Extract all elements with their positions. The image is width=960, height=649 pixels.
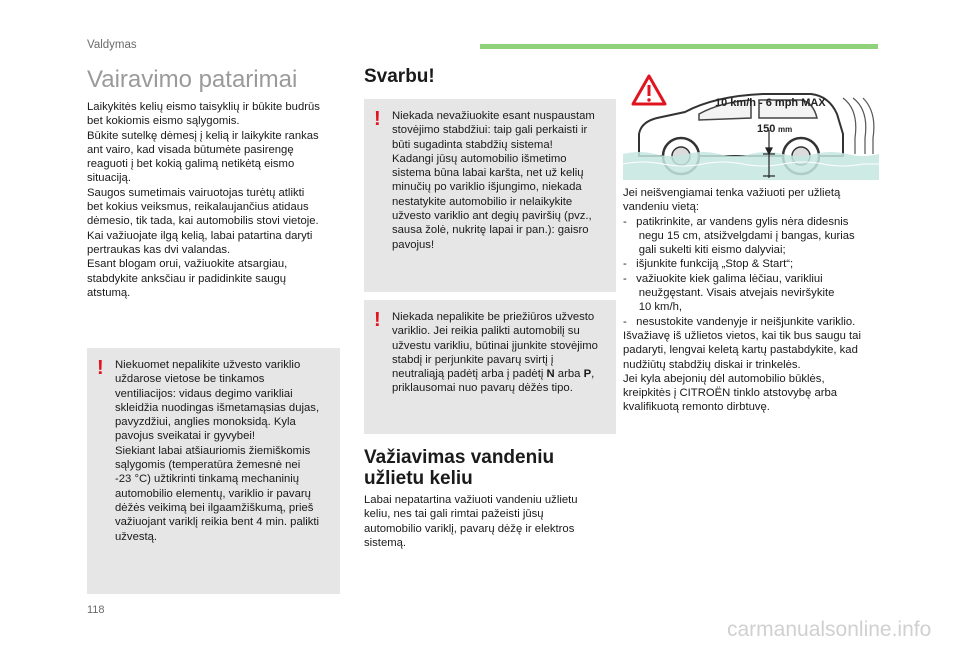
- exclamation-icon: !: [374, 309, 381, 331]
- water-area: [623, 152, 879, 180]
- exclamation-icon: !: [97, 357, 104, 379]
- page-title: Vairavimo patarimai: [87, 66, 298, 93]
- warning-box-ventilation: [87, 348, 340, 594]
- exclamation-icon: !: [374, 108, 381, 130]
- section-color-bar: [480, 44, 878, 49]
- warning-text: Niekada nevažiuokite esant nuspaustam stovėjimo stabdžiui: taip gali perkaisti ir būti sugadinta stabdžių sistema! Kadangi jūsų automobilio išmetimo sistema būna labai karšta, net už kelių minučių po variklio išjungimo, niekada nestatykite automobilio ir nelaikykite užvesto variklio ant degių paviršių (pvz., sausa žolė, nukritę lapai ir pan.): gaisro pavojus!: [392, 110, 595, 251]
- flooded-road-intro: Labai nepatartina važiuoti vandeniu užlietu keliu, nes tai gali rimtai pažeisti jūsų automobilio variklį, pavarų dėžę ir elektros sistemą.: [364, 494, 578, 549]
- flooded-road-illustration: [623, 68, 879, 180]
- depth-unit: mm: [778, 125, 793, 134]
- warning-box-parking-brake: [364, 99, 616, 292]
- section-label: Valdymas: [87, 39, 137, 51]
- depth-value: 150: [757, 123, 776, 135]
- page-number: 118: [87, 604, 105, 616]
- watermark: carmanualsonline.info: [727, 618, 932, 641]
- flooded-road-heading: Važiavimas vandeniu užlietu keliu: [364, 447, 555, 489]
- speed-limit-label: 10 km/h - 6 mph MAX: [715, 97, 826, 109]
- important-heading: Svarbu!: [364, 66, 435, 87]
- flooded-road-instructions: Jei neišvengiamai tenka važiuoti per užlietą vandeniu vietą: - patikrinkite, ar vandens gylis nėra didesnis negu 15 cm, atsižvelgdami į bangas, kurias gali sukelti kiti eismo dalyviai; - išjunkite funkciją „Stop & Start“; - važiuokite kiek galima lėčiau, varikliui neužgęstant. Visais atvejais neviršykite 10 km/h, - nesustokite vandenyje ir neišjunkite variklio. Išvažiavę iš užlietos vietos, kai tik bus saugu tai padaryti, lengvai keletą kartų pastabdykite, kad nudžiūtų stabdžių diskai ir trinkelės. Jei kyla abejonių dėl automobilio būklės, kreipkitės į CITROËN tinklo atstovybę arba kvalifikuotą remonto dirbtuvę.: [623, 187, 861, 414]
- intro-paragraph: Laikykitės kelių eismo taisyklių ir būkite budrūs bet kokiomis eismo sąlygomis. Būkite sutelkę dėmesį į kelią ir laikykite rankas ant vairo, kad visada būtumėte pasirengę reaguoti į bet kokią galimą netikėtą eismo situaciją. Saugos sumetimais vairuotojas turėtų atlikti bet kokius veiksmus, reikalaujančius atidaus dėmesio, tik tada, kai automobilis stovi vietoje. Kai važiuojate ilgą kelią, labai patartina daryti pertraukas kas dvi valandas. Esant blogam orui, važiuokite atsargiau, stabdykite anksčiau ir padidinkite saugų atstumą.: [87, 101, 320, 299]
- warning-text: Niekada nepalikite be priežiūros užvesto variklio. Jei reikia palikti automobilį su užvestu varikliu, būtinai įjunkite stovėjimo stabdį ir perjunkite pavarų svirtį į neutraliąją padėtį arba į padėtį N arba P, priklausomai nuo pavarų dėžės tipo.: [392, 311, 598, 395]
- warning-box-unattended-engine: [364, 300, 616, 434]
- warning-text: Niekuomet nepalikite užvesto variklio uždarose vietose be tinkamos ventiliacijos: vidaus degimo varikliai skleidžia nuodingas išmetamąsias dujas, pavyzdžiui, anglies monoksidą. Kyla pavojus sveikatai ir gyvybei! Siekiant labai atšiauriomis žiemiškomis sąlygomis (temperatūra žemesnė nei -23 °C) užtikrinti tinkamą mechaninių automobilio elementų, variklio ir pavarų dėžės veikimą bei ilgaamžiškumą, prieš važiuojant variklį reikia bent 4 min. palikti užvestą.: [115, 359, 320, 543]
